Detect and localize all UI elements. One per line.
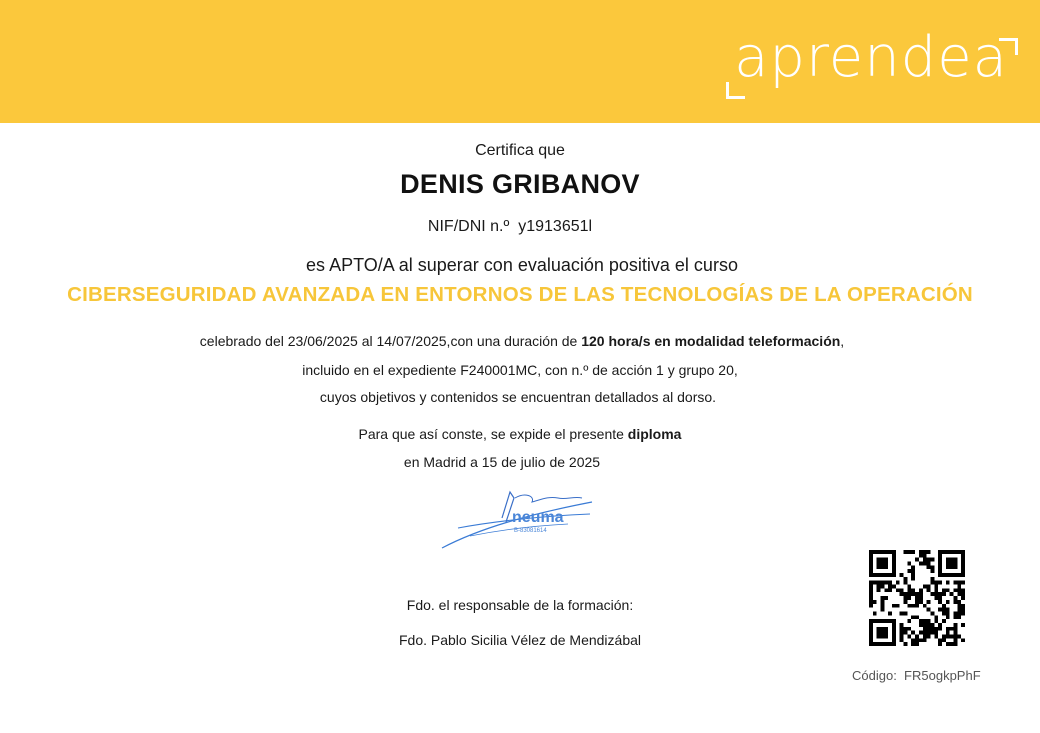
stamp-text: neuma xyxy=(512,509,564,526)
qr-code xyxy=(869,550,965,646)
dates-comma: , xyxy=(840,333,845,349)
recipient-name: DENIS GRIBANOV xyxy=(400,169,640,199)
logo-text: aprendea xyxy=(734,25,1008,90)
code-value: FR5ogkpPhF xyxy=(904,668,981,683)
dates-text: celebrado del 23/06/2025 al 14/07/2025,con una duración de xyxy=(199,333,582,349)
signature-stamp xyxy=(440,488,600,554)
apto-statement: es APTO/A al superar con evaluación positiva el curso xyxy=(306,255,738,275)
header-banner xyxy=(0,0,1040,123)
course-title: CIBERSEGURIDAD AVANZADA EN ENTORNOS DE LAS TECNOLOGÍAS DE LA OPERACIÓN xyxy=(67,283,973,306)
responsible-label: Fdo. el responsable de la formación: xyxy=(406,597,634,613)
code-label: Código: xyxy=(852,668,897,683)
stamp-sub: B-83081614 xyxy=(514,528,547,534)
conste-line xyxy=(0,426,1040,442)
conste-text: Para que así conste, se expide el presente xyxy=(358,426,628,442)
nif-value: y1913651l xyxy=(518,218,593,235)
aprendea-logo xyxy=(734,25,1008,90)
objetivos-line: cuyos objetivos y contenidos se encuentran detallados al dorso. xyxy=(319,389,717,405)
responsible-name: Fdo. Pablo Sicilia Vélez de Mendizábal xyxy=(398,632,642,648)
duration-bold: 120 hora/s en modalidad teleformación xyxy=(581,333,841,349)
nif-label: NIF/DNI n.º xyxy=(427,218,510,235)
verification-code xyxy=(852,668,981,683)
place-date-line: en Madrid a 15 de julio de 2025 xyxy=(403,454,601,470)
nif-line xyxy=(0,218,1030,236)
course-dates-line xyxy=(2,333,1040,349)
diploma-bold: diploma xyxy=(627,426,682,442)
expediente-line: incluido en el expediente F240001MC, con n.º de acción 1 y grupo 20, xyxy=(302,362,738,378)
certifica-intro: Certifica que xyxy=(475,142,565,159)
